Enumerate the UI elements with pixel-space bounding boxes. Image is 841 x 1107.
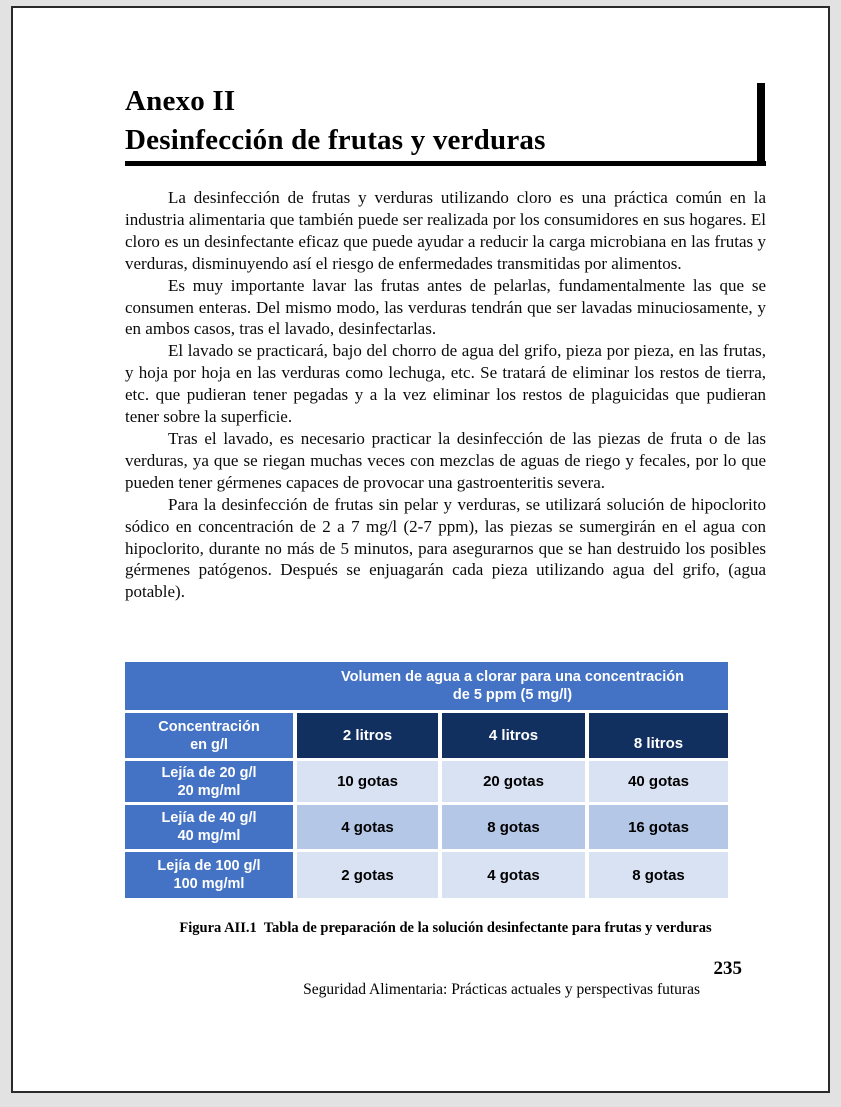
table-cell: 10 gotas [297, 761, 438, 802]
row-label-line-1: Lejía de 20 g/l [161, 764, 257, 781]
paragraph: Para la desinfección de frutas sin pelar y verduras, se utilizará solución de hipoclorito sódico en concentración de 2 a 7 mg/l (2-7 ppm), las piezas se sumergirán en el agua con hipoclorito, durante no más de 5 minutos, para asegurarnos que se han destruido los posibles gérmenes patógenos. Después se enjuagarán cada pieza utilizando agua del grifo, (agua potable). [125, 494, 766, 602]
concentration-header-line-1: Concentración [158, 718, 260, 735]
title-underline-rule [125, 161, 766, 166]
document-page [11, 6, 830, 1093]
row-label-line-2: 100 mg/ml [173, 876, 245, 892]
page-title [125, 82, 765, 160]
figure-caption: Figura AII.1 Tabla de preparación de la solución desinfectante para frutas y verduras [179, 920, 712, 936]
preparation-table [125, 662, 728, 898]
column-header-2-litros: 2 litros [297, 713, 438, 758]
paragraph: La desinfección de frutas y verduras utilizando cloro es una práctica común en la industria alimentaria que también puede ser realizada por los consumidores en sus hogares. El cloro es un desinfectante eficaz que puede ayudar a reducir la carga microbiana en las frutas y verduras, disminuyendo así el riesgo de enfermedades transmitidas por alimentos. [125, 188, 766, 273]
title-line-1: Anexo II [125, 85, 236, 117]
table-cell: 4 gotas [297, 805, 438, 849]
table-cell: 8 gotas [589, 852, 728, 898]
table-top-header-line-1: Volumen de agua a clorar para una concentración [341, 669, 684, 685]
paragraph: Tras el lavado, es necesario practicar la desinfección de las piezas de fruta o de las verduras, ya que se riegan muchas veces con mezclas de aguas de riego y fecales, por lo que pueden tener gérmenes capaces de provocar una gastroenteritis severa. [125, 428, 766, 492]
row-label-lejia-20 [125, 761, 293, 802]
row-label-line-1: Lejía de 40 g/l [161, 810, 257, 826]
table-cell: 20 gotas [442, 761, 585, 802]
row-label-lejia-40 [125, 805, 293, 849]
row-label-line-2: 20 mg/ml [177, 782, 241, 799]
column-header-8-litros: 8 litros [589, 713, 728, 758]
column-header-4-litros: 4 litros [442, 713, 585, 758]
title-vertical-bar [757, 83, 765, 166]
table-cell: 2 gotas [297, 852, 438, 898]
paragraph: Es muy importante lavar las frutas antes de pelarlas, fundamentalmente las que se consumen enteras. Del mismo modo, las verduras tendrán que ser lavadas minuciosamente, y en ambos casos, tras el lavado, desinfectarlas. [125, 275, 766, 339]
table-cell: 4 gotas [442, 852, 585, 898]
page-number: 235 [713, 958, 742, 979]
body-text [125, 187, 766, 603]
table-cell: 16 gotas [589, 805, 728, 849]
table-top-header-line-2: de 5 ppm (5 mg/l) [452, 687, 573, 703]
footer-book-title: Seguridad Alimentaria: Prácticas actuales y perspectivas futuras [303, 981, 700, 998]
row-label-lejia-100 [125, 852, 293, 898]
table-cell: 40 gotas [589, 761, 728, 802]
concentration-header-line-2: en g/l [190, 736, 228, 753]
paragraph: El lavado se practicará, bajo del chorro de agua del grifo, pieza por pieza, en las frutas, y hoja por hoja en las verduras como lechuga, etc. Se tratará de eliminar los restos de tierra, etc. que pudieran tener pegadas y a la vez eliminar los restos de plaguicidas que pudieran tener sobre la superficie. [125, 341, 766, 427]
table-top-header [125, 662, 728, 710]
column-header-concentration [125, 713, 293, 758]
row-label-line-2: 40 mg/ml [177, 828, 241, 844]
table-cell: 8 gotas [442, 805, 585, 849]
row-label-line-1: Lejía de 100 g/l [157, 858, 261, 874]
title-line-2: Desinfección de frutas y verduras [125, 124, 546, 156]
